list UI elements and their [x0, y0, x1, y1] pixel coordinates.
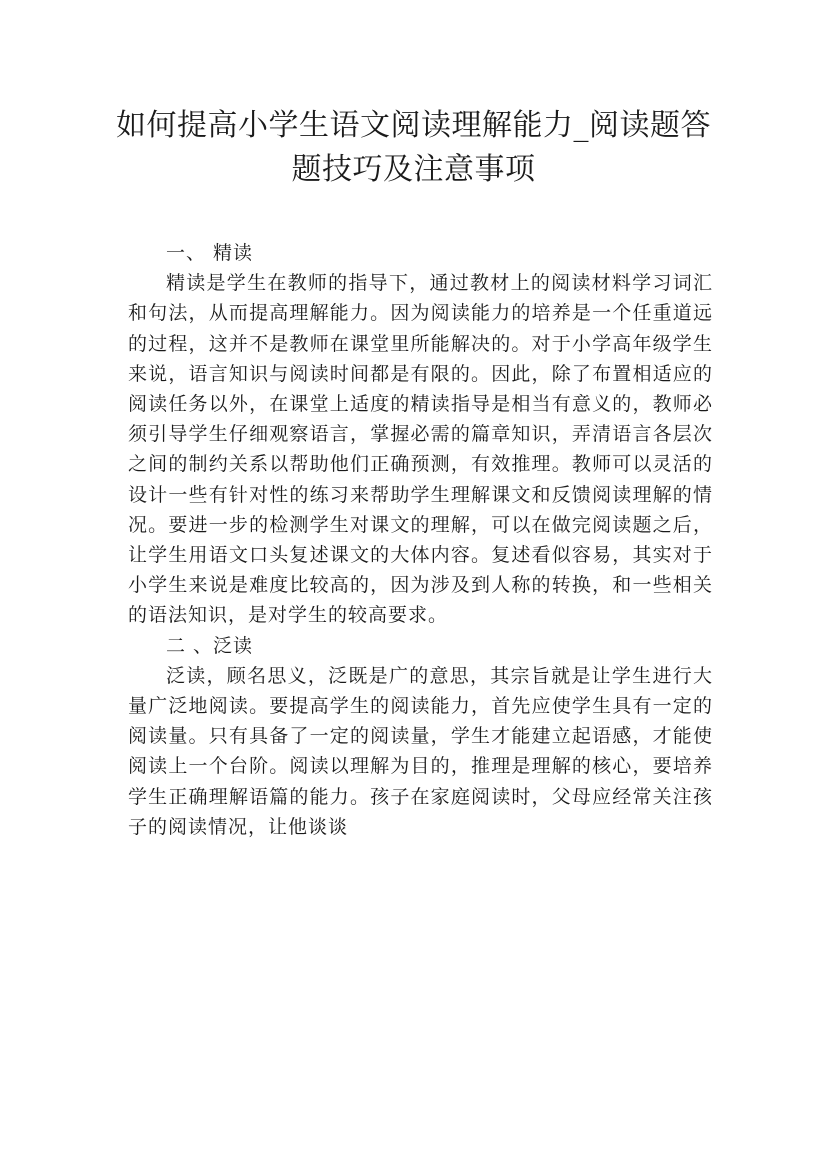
document-title: 如何提高小学生语文阅读理解能力_阅读题答题技巧及注意事项: [116, 108, 711, 187]
section-heading-1: 一、 精读: [166, 242, 254, 264]
document-body: [128, 238, 713, 842]
section-paragraph-1: 精读是学生在教师的指导下，通过教材上的阅读材料学习词汇和句法，从而提高理解能力。因为阅读能力的培养是一个任重道远的过程，这并不是教师在课堂里所能解决的。对于小学高年级学生来说，语言知识与阅读时间都是有限的。因此，除了布置相适应的阅读任务以外，在课堂上适度的精读指导是相当有意义的，教师必须引导学生仔细观察语言，掌握必需的篇章知识，弄清语言各层次之间的制约关系以帮助他们正确预测，有效推理。教师可以灵活的设计一些有针对性的练习来帮助学生理解课文和反馈阅读理解的情况。要进一步的检测学生对课文的理解，可以在做完阅读题之后，让学生用语文口头复述课文的大体内容。复述看似容易，其实对于小学生来说是难度比较高的，因为涉及到人称的转换，和一些相关的语法知识，是对学生的较高要求。: [128, 272, 713, 627]
section-paragraph-2: 泛读，顾名思义，泛既是广的意思，其宗旨就是让学生进行大量广泛地阅读。要提高学生的阅读能力，首先应使学生具有一定的阅读量。只有具备了一定的阅读量，学生才能建立起语感，才能使阅读上一个台阶。阅读以理解为目的，推理是理解的核心，要培养学生正确理解语篇的能力。孩子在家庭阅读时，父母应经常关注孩子的阅读情况，让他谈谈: [128, 664, 713, 838]
section-heading-2: 二 、泛读: [166, 634, 254, 657]
